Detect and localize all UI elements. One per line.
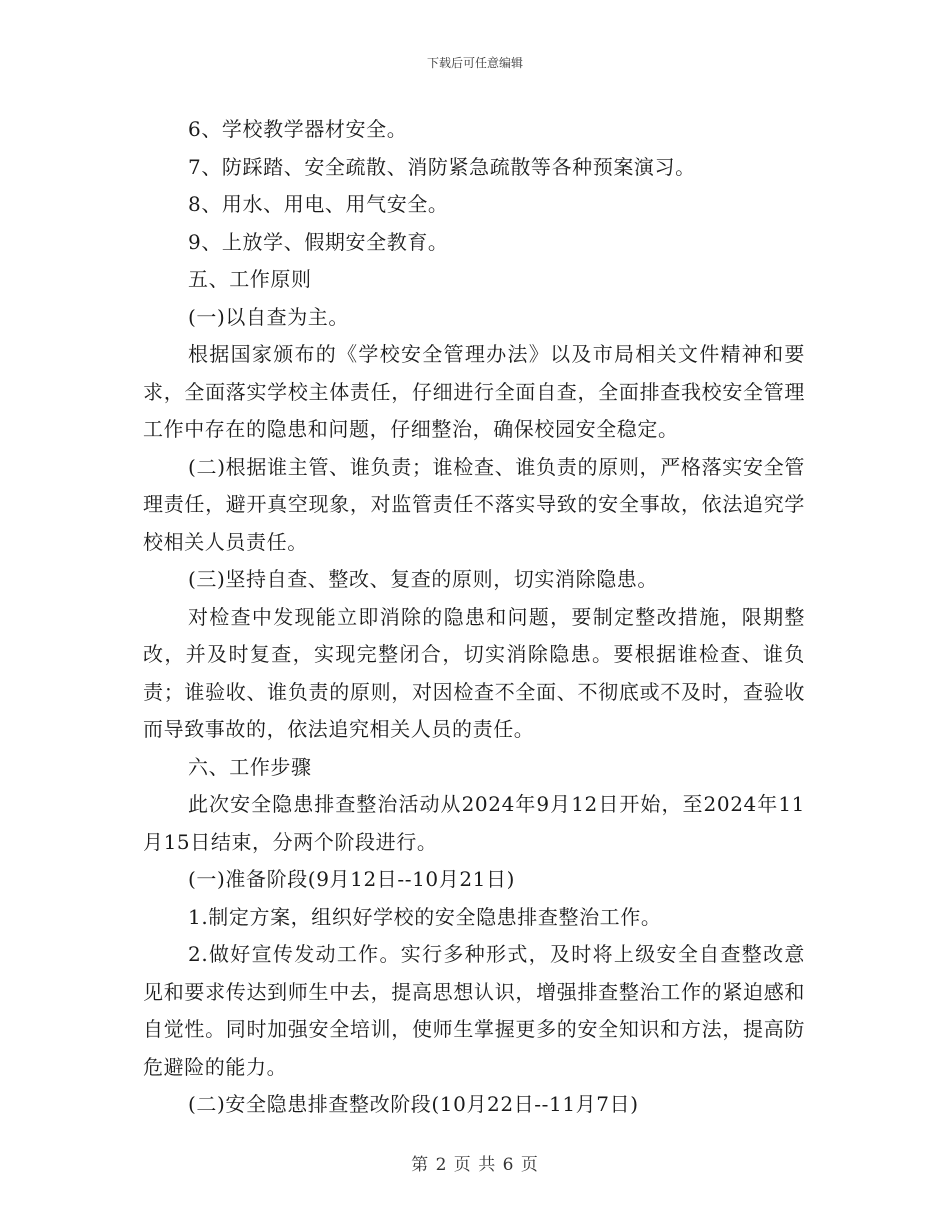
paragraph-publicity: 2.做好宣传发动工作。实行多种形式，及时将上级安全自查整改意见和要求传达到师生中去，提高思想认识，增强排查整治工作的紧迫感和自觉性。同时加强安全培训，使师生掌握更多的安全知识和方法，提高防危避险的能力。 xyxy=(143,942,805,1079)
subheading-self-check: (一)以自查为主。 xyxy=(188,304,350,329)
subheading-preparation: (一)准备阶段(9月12日--10月21日) xyxy=(188,867,515,891)
section-heading-principles: 五、工作原则 xyxy=(188,267,312,291)
paragraph-rectify: 对检查中发现能立即消除的隐患和问题，要制定整改措施，限期整改，并及时复查，实现完整闭合，切实消除隐患。要根据谁检查、谁负责；谁验收、谁负责的原则，对因检查不全面、不彻底或不及时，查验收而导致事故的，依法追究相关人员的责任。 xyxy=(143,604,805,741)
header-note: 下载后可任意编辑 xyxy=(426,56,523,70)
page-number: 第 2 页 共 6 页 xyxy=(411,1155,539,1175)
paragraph-plan: 1.制定方案，组织好学校的安全隐患排查整治工作。 xyxy=(188,904,662,929)
paragraph-item-6: 6、学校教学器材安全。 xyxy=(188,117,408,141)
paragraph-item-8: 8、用水、用电、用气安全。 xyxy=(188,192,449,216)
paragraph-item-9: 9、上放学、假期安全教育。 xyxy=(188,229,449,254)
paragraph-responsibility: (二)根据谁主管、谁负责；谁检查、谁负责的原则，严格落实安全管理责任，避开真空现象，对监管责任不落实导致的安全事故，依法追究学校相关人员责任。 xyxy=(143,454,805,554)
section-heading-steps: 六、工作步骤 xyxy=(188,754,312,779)
document-body xyxy=(143,111,805,1124)
paragraph-schedule: 此次安全隐患排查整治活动从2024年9月12日开始，至2024年11月15日结束，分两个阶段进行。 xyxy=(143,792,805,854)
paragraph-self-check: 根据国家颁布的《学校安全管理办法》以及市局相关文件精神和要求，全面落实学校主体责任，仔细进行全面自查，全面排查我校安全管理工作中存在的隐患和问题，仔细整治，确保校园安全稳定。 xyxy=(143,342,805,441)
subheading-rectify: (三)坚持自查、整改、复查的原则，切实消除隐患。 xyxy=(188,567,659,591)
subheading-inspection: (二)安全隐患排查整改阶段(10月22日--11月7日) xyxy=(188,1092,639,1116)
paragraph-item-7: 7、防踩踏、安全疏散、消防紧急疏散等各种预案演习。 xyxy=(188,154,696,179)
